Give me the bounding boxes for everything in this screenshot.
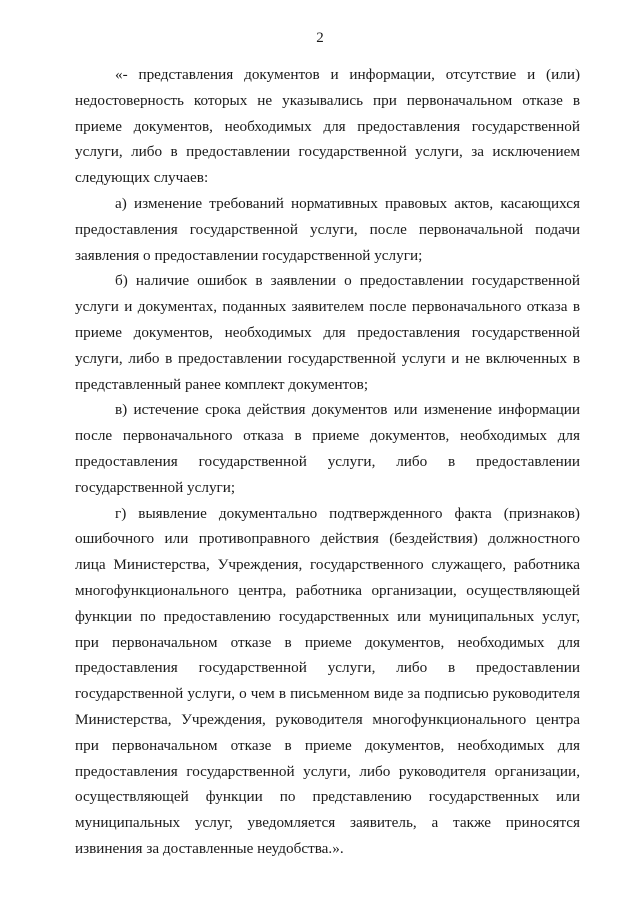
paragraph-item-b: б) наличие ошибок в заявлении о предоставлении государственной услуги и документах, поданных заявителем после первоначального отказа в приеме документов, необходимых для предоставления государственной услуги, либо в предоставлении государственной услуги и не включенных в представленный ранее комплект документов; (75, 272, 580, 393)
paragraph-item-a: а) изменение требований нормативных правовых актов, касающихся предоставления государственной услуги, после первоначальной подачи заявления о предоставлении государственной услуги; (75, 194, 580, 264)
page-number: 2 (316, 30, 324, 46)
paragraph-item-v: в) истечение срока действия документов или изменение информации после первоначального отказа в приеме документов, необходимых для предоставления государственной услуги, либо в предоставлении государственной услуги; (75, 401, 580, 496)
paragraph-intro: «- представления документов и информации, отсутствие и (или) недостоверность которых не указывались при первоначальном отказе в приеме документов, необходимых для предоставления государственной услуги, либо в предоставлении государственной услуги, за исключением следующих случаев: (75, 66, 580, 187)
document-body (75, 62, 580, 862)
paragraph-item-g: г) выявление документально подтвержденного факта (признаков) ошибочного или противоправного действия (бездействия) должностного лица Министерства, Учреждения, государственного служащего, работника многофункционального центра, работника организации, осуществляющей функции по предоставлению государственных или муниципальных услуг, при первоначальном отказе в приеме документов, необходимых для предоставления государственной услуги, либо в предоставлении государственной услуги, о чем в письменном виде за подписью руководителя Министерства, Учреждения, руководителя многофункционального центра при первоначальном отказе в приеме документов, необходимых для предоставления государственной услуги, либо руководителя организации, осуществляющей функции по представлению государственных или муниципальных услуг, уведомляется заявитель, а также приносятся извинения за доставленные неудобства.». (75, 504, 580, 857)
